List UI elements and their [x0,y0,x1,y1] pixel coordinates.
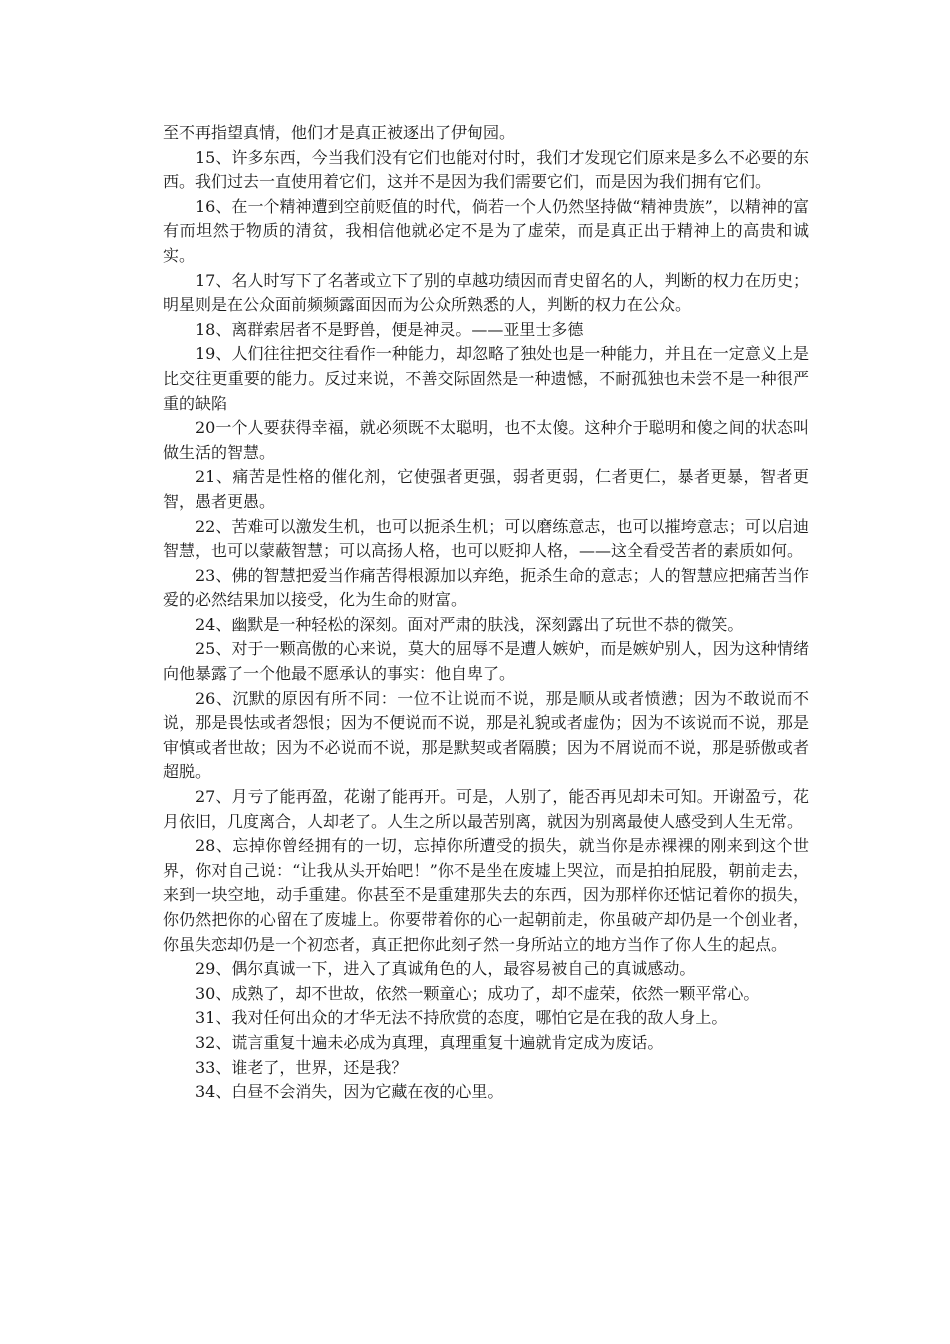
paragraph-quote-17: 17、名人时写下了名著或立下了别的卓越功绩因而青史留名的人，判断的权力在历史；明星则是在公众面前频频露面因而为公众所熟悉的人，判断的权力在公众。 [163,270,809,315]
paragraph-quote-22: 22、苦难可以激发生机，也可以扼杀生机；可以磨练意志，也可以摧垮意志；可以启迪智慧，也可以蒙蔽智慧；可以高扬人格，也可以贬抑人格，——这全看受苦者的素质如何。 [163,516,809,561]
paragraph-quote-18: 18、离群索居者不是野兽，便是神灵。——亚里士多德 [195,319,584,339]
paragraph-quote-15: 15、许多东西，今当我们没有它们也能对付时，我们才发现它们原来是多么不必要的东西。我们过去一直使用着它们，这并不是因为我们需要它们，而是因为我们拥有它们。 [163,147,809,192]
paragraph-quote-25: 25、对于一颗高傲的心来说，莫大的屈辱不是遭人嫉妒，而是嫉妒别人，因为这种情绪向他暴露了一个他最不愿承认的事实：他自卑了。 [163,639,809,684]
paragraph-quote-30: 30、成熟了，却不世故，依然一颗童心；成功了，却不虚荣，依然一颗平常心。 [195,983,760,1003]
paragraph-quote-19: 19、人们往往把交往看作一种能力，却忽略了独处也是一种能力，并且在一定意义上是比交往更重要的能力。反过来说，不善交际固然是一种遗憾，不耐孤独也未尝不是一种很严重的缺陷 [163,344,809,413]
paragraph-quote-20: 20一个人要获得幸福，就必须既不太聪明，也不太傻。这种介于聪明和傻之间的状态叫做生活的智慧。 [163,418,809,462]
paragraph-quote-29: 29、偶尔真诚一下，进入了真诚角色的人，最容易被自己的真诚感动。 [195,959,696,979]
paragraph-quote-23: 23、佛的智慧把爱当作痛苦得根源加以弃绝，扼杀生命的意志；人的智慧应把痛苦当作爱的必然结果加以接受，化为生命的财富。 [163,565,809,610]
paragraph-quote-21: 21、痛苦是性格的催化剂，它使强者更强，弱者更弱，仁者更仁，暴者更暴，智者更智，愚者更愚。 [163,467,809,511]
paragraph-quote-33: 33、谁老了，世界，还是我？ [195,1057,408,1077]
paragraph-quote-26: 26、沉默的原因有所不同：一位不让说而不说，那是顺从或者愤懑；因为不敢说而不说，那是畏怯或者怨恨；因为不便说而不说，那是礼貌或者虚伪；因为不该说而不说，那是审慎或者世故；因为不必说而不说，那是默契或者隔膜；因为不屑说而不说，那是骄傲或者超脱。 [163,688,809,782]
paragraph-quote-32: 32、谎言重复十遍未必成为真理，真理重复十遍就肯定成为废话。 [195,1032,664,1052]
paragraph-quote-24: 24、幽默是一种轻松的深刻。面对严肃的肤浅，深刻露出了玩世不恭的微笑。 [195,614,744,634]
paragraph-quote-34: 34、白昼不会消失，因为它藏在夜的心里。 [195,1082,504,1102]
paragraph-quote-16: 16、在一个精神遭到空前贬值的时代，倘若一个人仍然坚持做“精神贵族”，以精神的富有而坦然于物质的清贫，我相信他就必定不是为了虚荣，而是真正出于精神上的高贵和诚实。 [163,196,809,265]
paragraph-continuation: 至不再指望真情，他们才是真正被逐出了伊甸园。 [163,123,516,142]
paragraph-quote-31: 31、我对任何出众的才华无法不持欣赏的态度，哪怕它是在我的敌人身上。 [195,1008,728,1028]
paragraph-quote-27: 27、月亏了能再盈，花谢了能再开。可是，人别了，能否再见却未可知。开谢盈亏，花月依旧，几度离合，人却老了。人生之所以最苦别离，就因为别离最使人感受到人生无常。 [163,787,809,831]
document-page [163,121,809,1105]
paragraph-quote-28: 28、忘掉你曾经拥有的一切，忘掉你所遭受的损失，就当你是赤裸裸的刚来到这个世界，你对自己说：“让我从头开始吧！”你不是坐在废墟上哭泣，而是拍拍屁股，朝前走去，来到一块空地，动手重建。你甚至不是重建那失去的东西，因为那样你还惦记着你的损失，你仍然把你的心留在了废墟上。你要带着你的心一起朝前走，你虽破产却仍是一个创业者，你虽失恋却仍是一个初恋者，真正把你此刻孑然一身所站立的地方当作了你人生的起点。 [163,836,809,954]
